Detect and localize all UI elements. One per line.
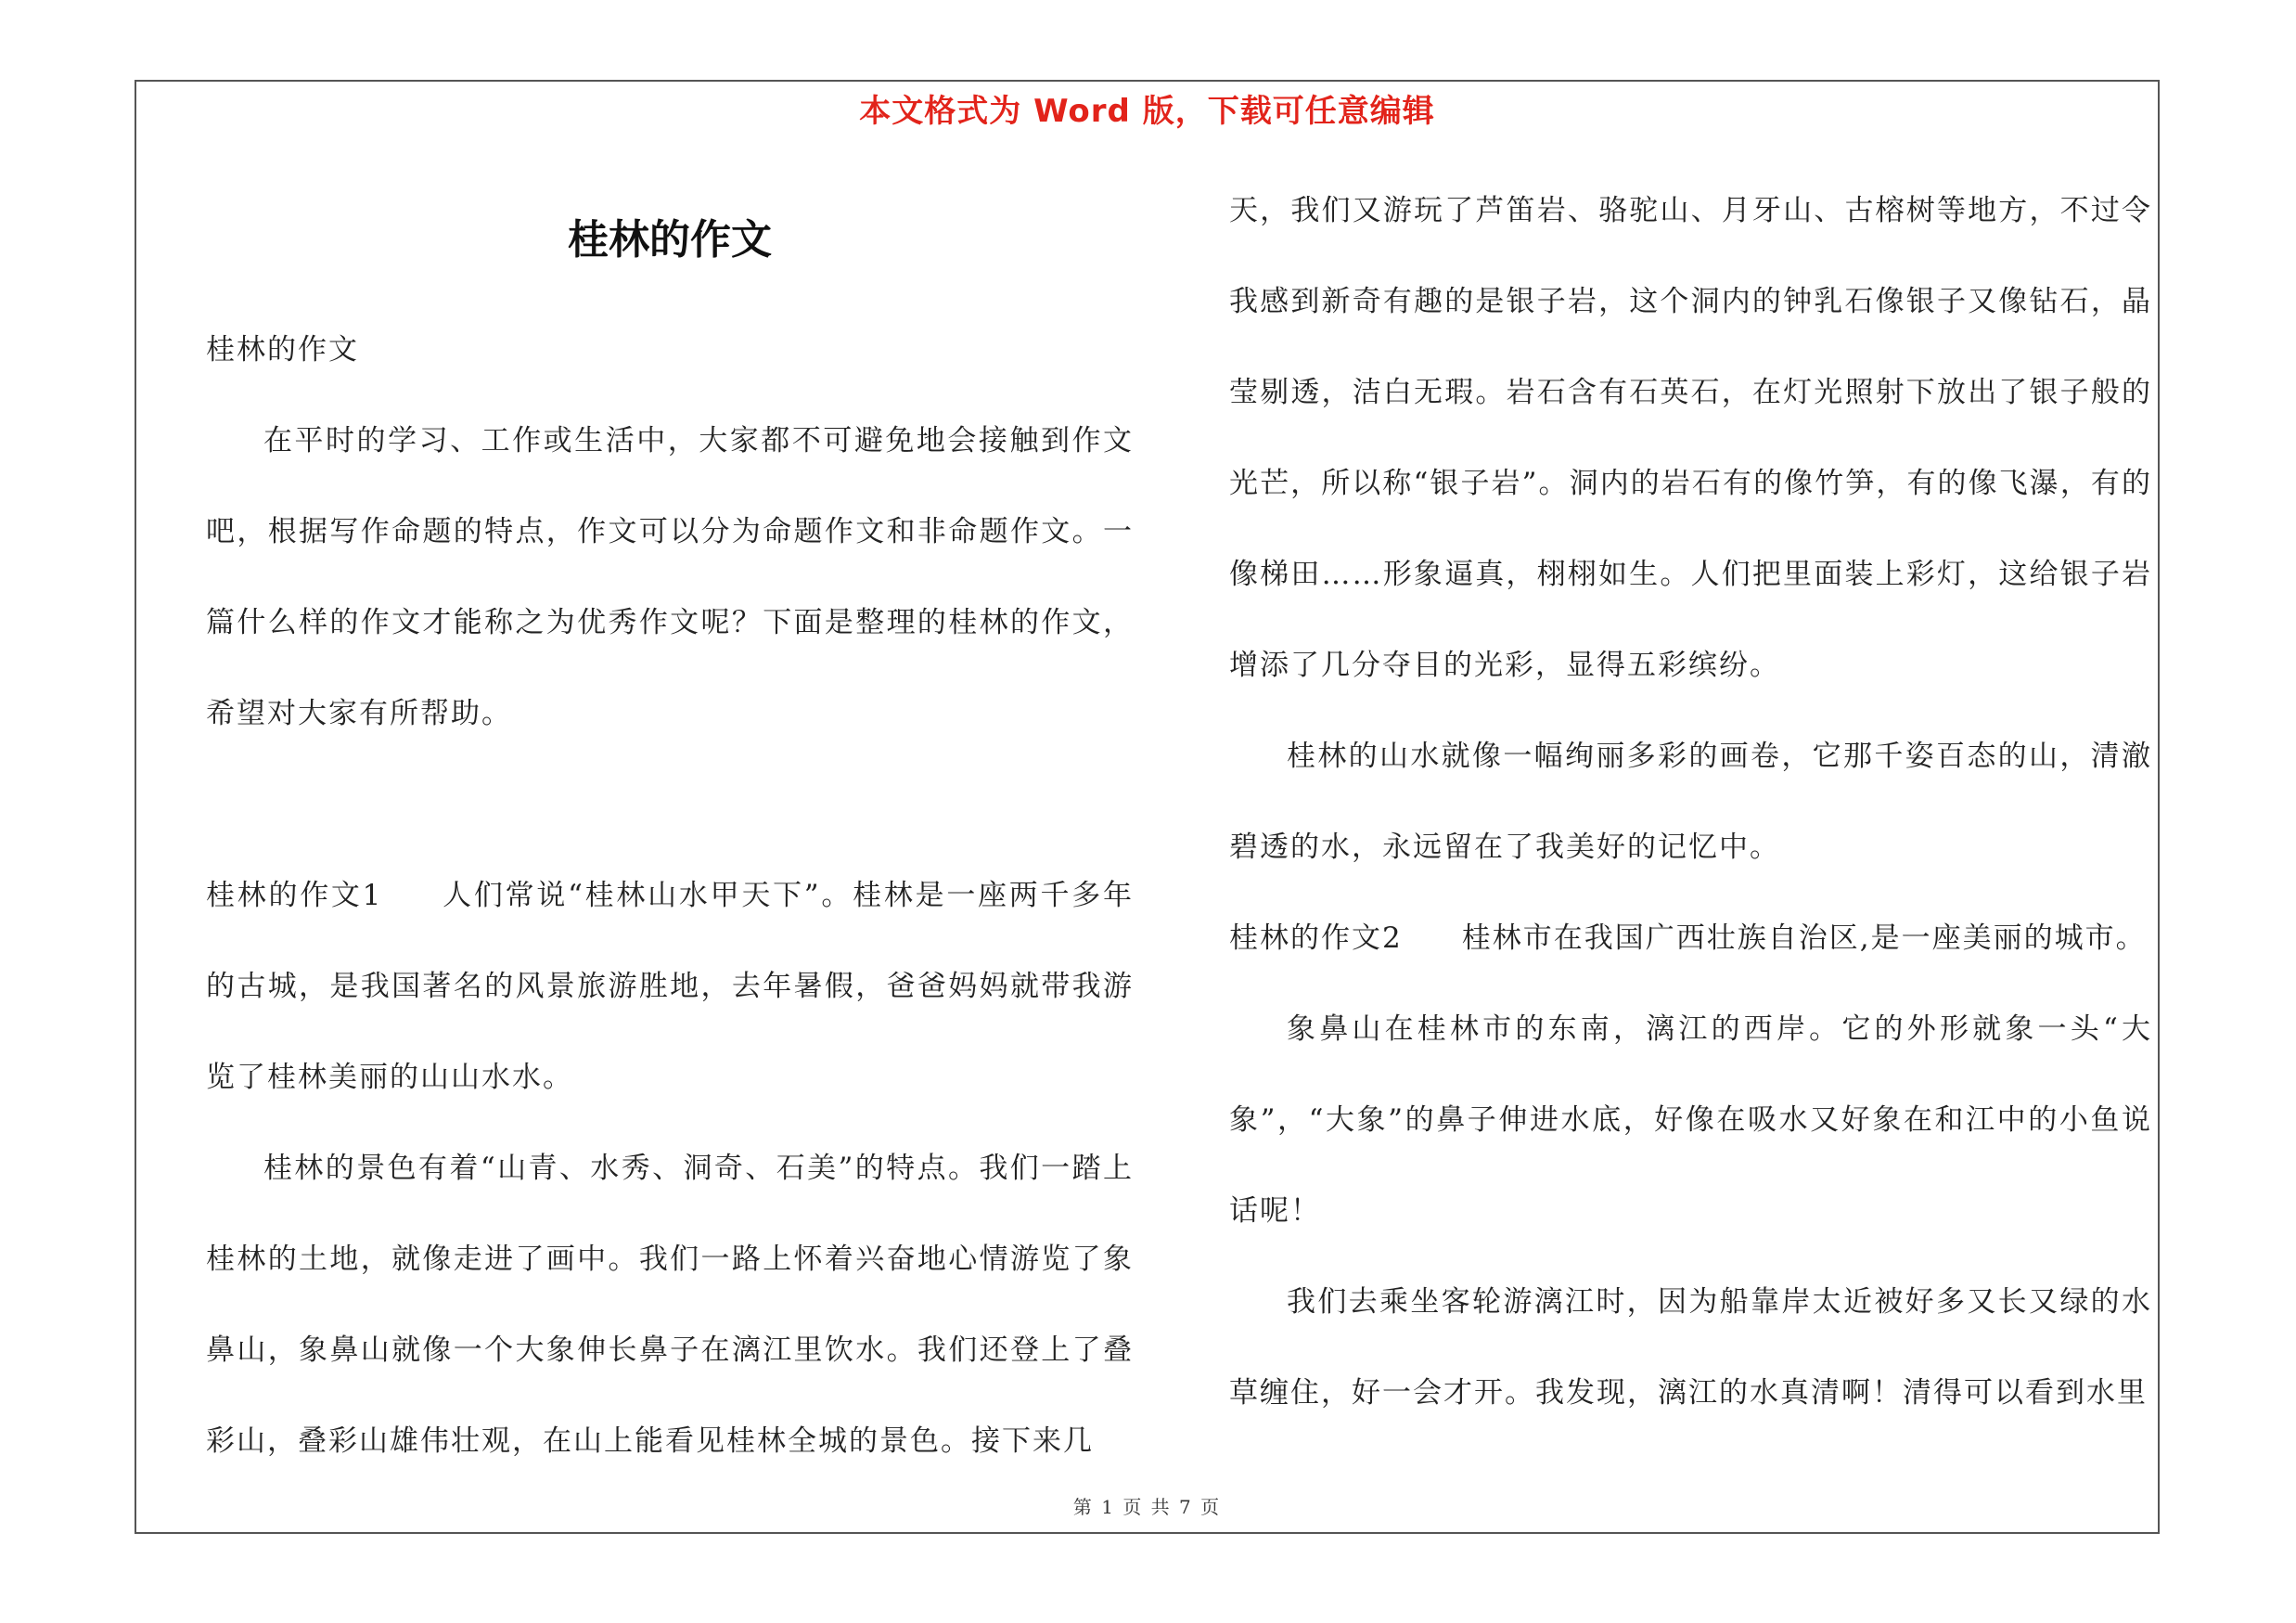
essay2-paragraph-2: 象鼻山在桂林市的东南，漓江的西岸。它的外形就象一头“大象”，“大象”的鼻子伸进水底，好像在吸水又好象在和江中的小鱼说话呢！ (1229, 1012, 2152, 1228)
essay1-continuation: 天，我们又游玩了芦笛岩、骆驼山、月牙山、古榕树等地方，不过令我感到新奇有趣的是银子岩，这个洞内的钟乳石像银子又像钻石，晶莹剔透，洁白无瑕。岩石含有石英石，在灯光照射下放出了银子般的光芒，所以称“银子岩”。洞内的岩石有的像竹笋，有的像飞瀑，有的像梯田……形象逼真，栩栩如生。人们把里面装上彩灯，这给银子岩增添了几分夺目的光彩，显得五彩缤纷。 (1229, 194, 2152, 682)
essay1-closing-paragraph: 桂林的山水就像一幅绚丽多彩的画卷，它那千姿百态的山，清澈碧透的水，永远留在了我美好的记忆中。 (1229, 740, 2152, 864)
essay2-label: 桂林的作文2 (1229, 921, 1403, 955)
intro-paragraph: 在平时的学习、工作或生活中，大家都不可避免地会接触到作文吧，根据写作命题的特点，作文可以分为命题作文和非命题作文。一篇什么样的作文才能称之为优秀作文呢？下面是整理的桂林的作文，希望对大家有所帮助。 (206, 424, 1134, 730)
essay1-first-paragraph (206, 850, 1134, 1123)
page-number-footer: 第 1 页 共 7 页 (1072, 1496, 1222, 1518)
essay1-paragraph-1: 人们常说“桂林山水甲天下”。桂林是一座两千多年的古城，是我国著名的风景旅游胜地，去年暑假，爸爸妈妈就带我游览了桂林美丽的山山水水。 (206, 879, 1134, 1094)
essay2-first-paragraph (1229, 893, 2152, 984)
format-banner: 本文格式为 Word 版，下载可任意编辑 (859, 93, 1435, 130)
essay1-label: 桂林的作文1 (206, 879, 383, 912)
left-column (206, 304, 1134, 1487)
subtitle: 桂林的作文 (206, 333, 359, 367)
right-column (1229, 165, 2152, 1438)
essay2-intro-sentence: 桂林市在我国广西壮族自治区,是一座美丽的城市。 (1461, 921, 2147, 955)
essay2-paragraph-3: 我们去乘坐客轮游漓江时，因为船靠岸太近被好多又长又绿的水草缠住，好一会才开。我发现，漓江的水真清啊！清得可以看到水里 (1229, 1285, 2152, 1410)
blank-line (206, 759, 1134, 850)
essay1-paragraph-2: 桂林的景色有着“山青、水秀、洞奇、石美”的特点。我们一踏上桂林的土地，就像走进了画中。我们一路上怀着兴奋地心情游览了象鼻山，象鼻山就像一个大象伸长鼻子在漓江里饮水。我们还登上了叠彩山，叠彩山雄伟壮观，在山上能看见桂林全城的景色。接下来几 (206, 1152, 1134, 1458)
document-title: 桂林的作文 (568, 216, 772, 264)
